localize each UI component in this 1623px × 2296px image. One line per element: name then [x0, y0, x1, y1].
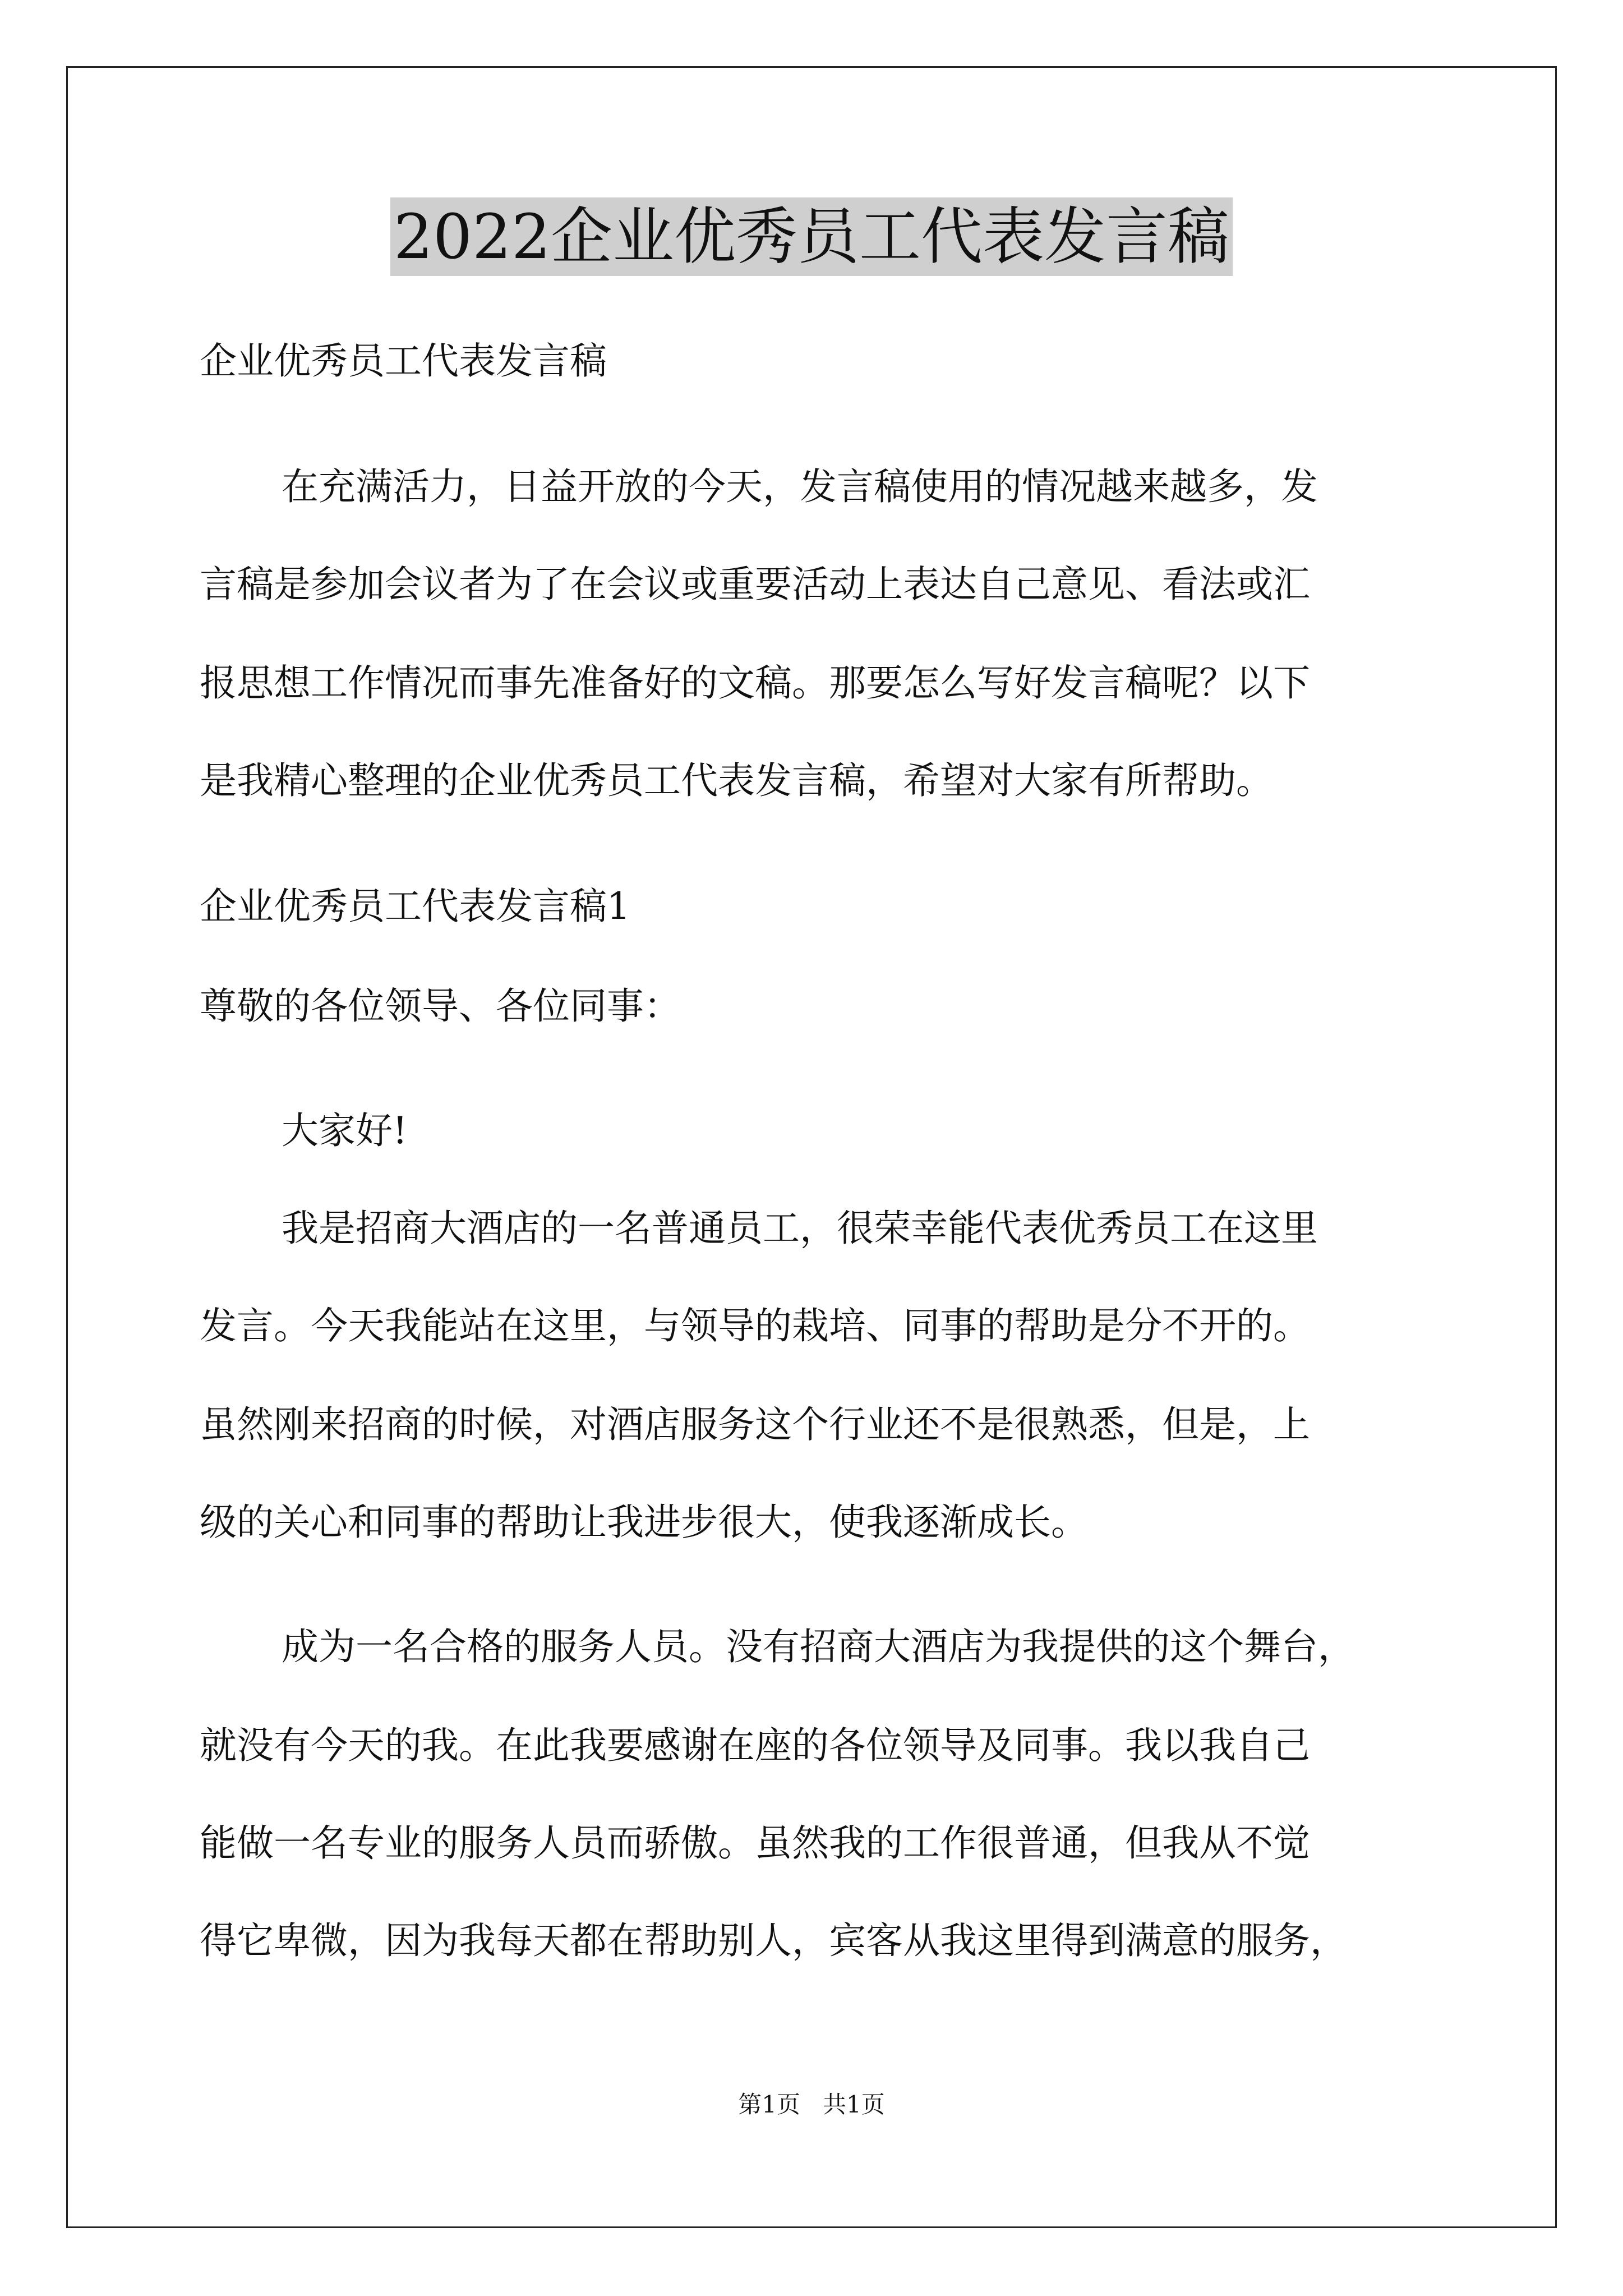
paragraph-line: 成为一名合格的服务人员。没有招商大酒店为我提供的这个舞台， [282, 1625, 1355, 1668]
paragraph-line: 能做一名专业的服务人员而骄傲。虽然我的工作很普通，但我从不觉 [200, 1821, 1310, 1865]
document-title [0, 197, 1623, 276]
salutation-line: 尊敬的各位领导、各位同事： [200, 984, 681, 1028]
greeting-line: 大家好! [282, 1109, 408, 1152]
paragraph-line: 是我精心整理的企业优秀员工代表发言稿，希望对大家有所帮助。 [200, 759, 1273, 802]
document-title-text: 2022企业优秀员工代表发言稿 [390, 197, 1233, 276]
paragraph-line: 言稿是参加会议者为了在会议或重要活动上表达自己意见、看法或汇 [200, 563, 1310, 606]
doc-subtitle: 企业优秀员工代表发言稿 [200, 339, 607, 383]
page-number-footer: 第1页 共1页 [738, 2091, 885, 2118]
paragraph-line: 在充满活力，日益开放的今天，发言稿使用的情况越来越多，发 [282, 465, 1318, 508]
paragraph-line: 就没有今天的我。在此我要感谢在座的各位领导及同事。我以我自己 [200, 1724, 1310, 1767]
paragraph-line: 虽然刚来招商的时候，对酒店服务这个行业还不是很熟悉，但是，上 [200, 1403, 1310, 1446]
paragraph-line: 报思想工作情况而事先准备好的文稿。那要怎么写好发言稿呢？以下 [200, 661, 1310, 705]
paragraph-line: 我是招商大酒店的一名普通员工，很荣幸能代表优秀员工在这里 [282, 1207, 1318, 1250]
section-heading: 企业优秀员工代表发言稿1 [200, 885, 630, 928]
paragraph-line: 发言。今天我能站在这里，与领导的栽培、同事的帮助是分不开的。 [200, 1304, 1310, 1347]
paragraph-line: 级的关心和同事的帮助让我进步很大，使我逐渐成长。 [200, 1501, 1088, 1544]
paragraph-line: 得它卑微，因为我每天都在帮助别人，宾客从我这里得到满意的服务， [200, 1919, 1347, 1962]
